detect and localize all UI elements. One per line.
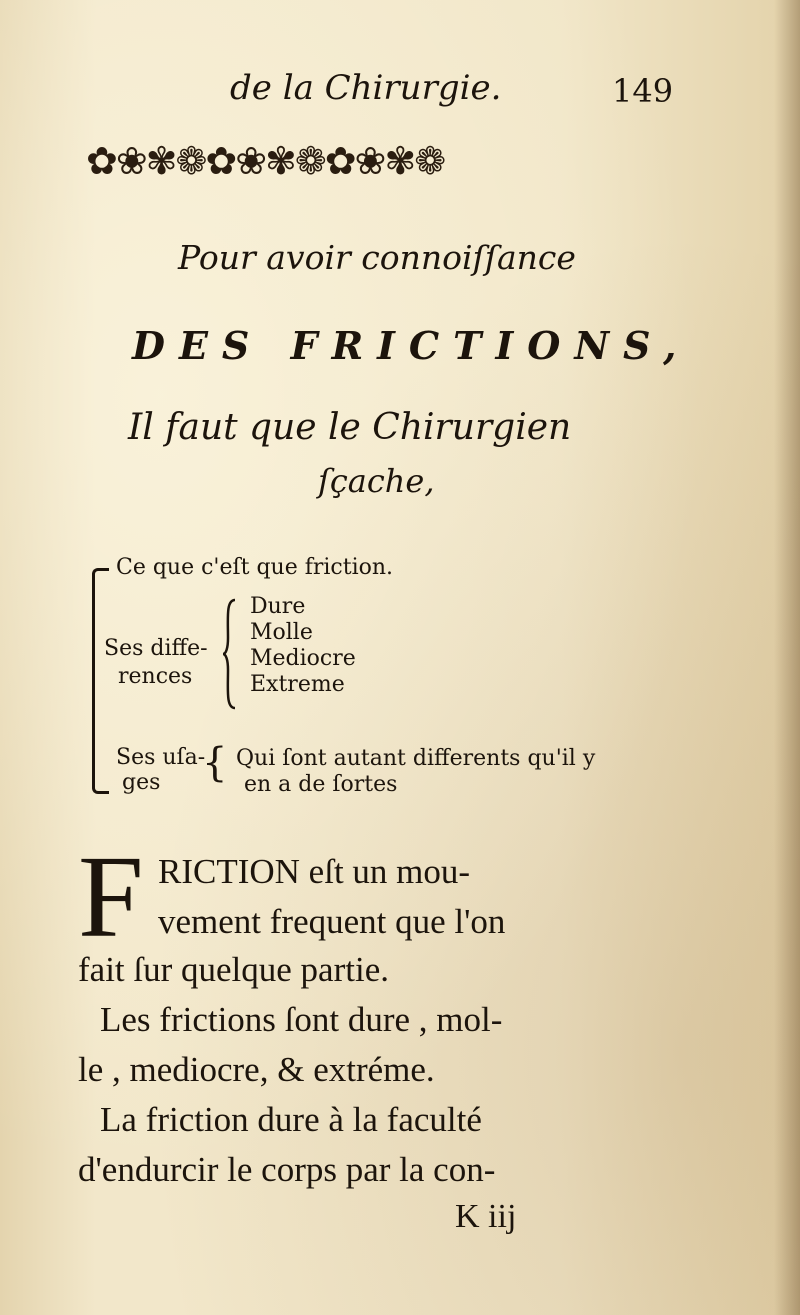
options-brace — [222, 598, 236, 710]
outline-main-bracket — [92, 568, 109, 794]
outline-uses-label-1: Ses uſa- — [116, 745, 206, 770]
body-line-2: vement frequent que l'on — [158, 902, 506, 941]
signature-mark: K iij — [455, 1198, 517, 1235]
option-mediocre: Mediocre — [250, 646, 356, 671]
body-line-5: le , mediocre, & extréme. — [78, 1050, 435, 1089]
body-line-4: Les frictions ſont dure , mol- — [100, 1000, 503, 1039]
ornament-glyphs: ✿❀✾❁✿❀✾❁✿❀✾❁ — [86, 139, 445, 183]
body-line-7: d'endurcir le corps par la con- — [78, 1150, 496, 1189]
outline-main-item: Ce que c'eſt que friction. — [116, 555, 394, 580]
option-molle: Molle — [250, 620, 313, 645]
option-dure: Dure — [250, 594, 306, 619]
outline-uses-text-1: Qui ſont autant differents qu'il y — [236, 746, 596, 771]
page-edge-shadow — [774, 0, 800, 1315]
heading-line-3: Il faut que le Chirurgien — [128, 407, 572, 448]
outline-uses-text-2: en a de ſortes — [244, 772, 398, 797]
body-line-3: fait ſur quelque partie. — [78, 950, 389, 989]
outline-differences-label-2: rences — [118, 664, 193, 689]
outline-uses-label-2: ges — [122, 770, 161, 795]
uses-brace: { — [202, 740, 228, 786]
ornament-band — [86, 132, 666, 190]
body-line-1: RICTION eſt un mou- — [158, 852, 471, 891]
outline-differences-label-1: Ses diffe- — [104, 636, 208, 661]
body-line-6: La friction dure à la faculté — [100, 1100, 482, 1139]
option-extreme: Extreme — [250, 672, 345, 697]
heading-line-4: ſçache, — [318, 462, 435, 500]
heading-line-1: Pour avoir connoiſſance — [178, 238, 576, 277]
running-head: de la Chirurgie. — [230, 68, 502, 108]
drop-cap: F — [78, 831, 144, 962]
page-number: 149 — [612, 72, 674, 110]
heading-line-2: DES FRICTIONS, — [132, 323, 691, 368]
